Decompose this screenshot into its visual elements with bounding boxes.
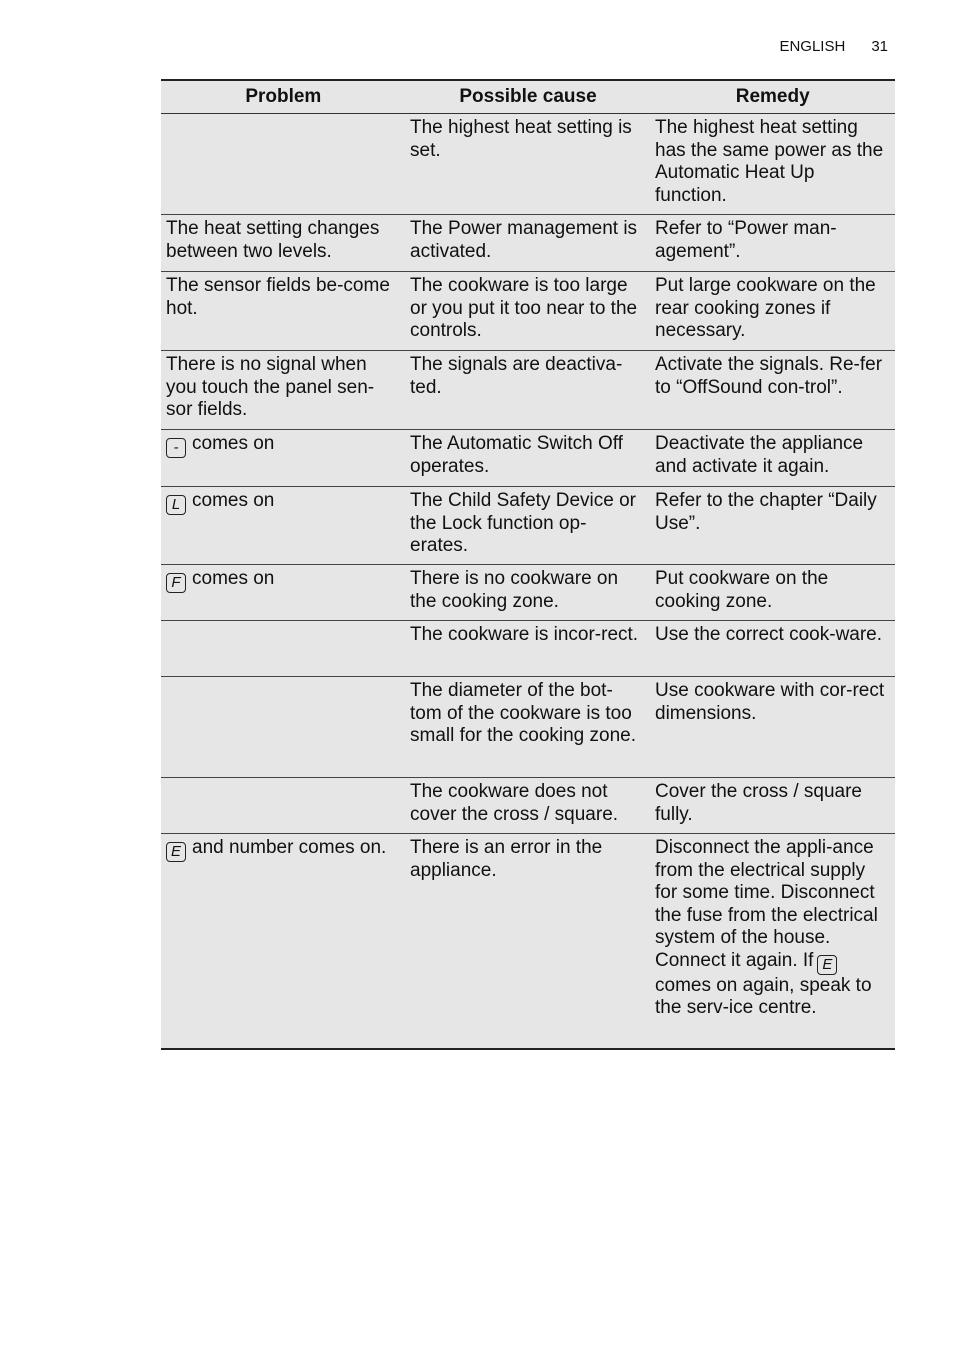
remedy-cell	[650, 834, 895, 1048]
problem-cell: The heat setting changes between two levels.	[166, 218, 380, 262]
cause-cell: The cookware is too large or you put it too near to the controls.	[410, 275, 638, 341]
problem-cell	[161, 430, 405, 486]
display-symbol-l-icon: L	[166, 495, 186, 515]
cause-cell: The Power management is activated.	[410, 218, 638, 262]
table-row	[161, 778, 895, 834]
remedy-cell: Use cookware with cor-rect dimensions.	[655, 680, 885, 724]
remedy-cell: Deactivate the appliance and activate it again.	[655, 433, 864, 477]
cause-cell: The diameter of the bot-tom of the cookware is too small for the cooking zone.	[410, 680, 637, 746]
remedy-cell: Refer to the chapter “Daily Use”.	[655, 490, 877, 534]
cause-cell: The Automatic Switch Off operates.	[410, 433, 623, 477]
display-symbol-f-icon: F	[166, 573, 186, 593]
table-row	[161, 487, 895, 565]
problem-cell	[161, 487, 405, 564]
problem-cell	[161, 114, 405, 214]
page-number: 31	[871, 38, 888, 55]
cause-cell: The cookware is incor-rect.	[410, 624, 639, 645]
problem-text: comes on	[192, 490, 275, 511]
remedy-cell: Use the correct cook-ware.	[655, 624, 883, 645]
display-symbol-e-icon: E	[817, 955, 837, 975]
problem-cell	[161, 621, 405, 676]
problem-cell: The sensor fields be-come hot.	[166, 275, 390, 319]
remedy-cell: Cover the cross / square fully.	[655, 781, 862, 825]
column-header-remedy: Remedy	[735, 86, 810, 107]
remedy-cell: The highest heat setting has the same power as the Automatic Heat Up function.	[655, 117, 884, 206]
column-header-cause: Possible cause	[459, 86, 597, 107]
table-row	[161, 215, 895, 272]
table-row	[161, 114, 895, 215]
table-row	[161, 351, 895, 430]
table-header	[161, 81, 895, 114]
problem-text: and number comes on.	[192, 837, 387, 858]
problem-cell	[161, 834, 405, 1048]
troubleshooting-table	[161, 79, 895, 1050]
problem-cell: There is no signal when you touch the panel sen-sor fields.	[166, 354, 375, 420]
table-row	[161, 430, 895, 487]
column-header-problem: Problem	[245, 86, 322, 107]
problem-text: comes on	[192, 568, 275, 589]
remedy-cell: Refer to “Power man-agement”.	[655, 218, 837, 262]
cause-cell: There is an error in the appliance.	[410, 837, 603, 881]
problem-text: comes on	[192, 433, 275, 454]
remedy-cell: Activate the signals. Re-fer to “OffSound con-trol”.	[655, 354, 883, 398]
table-row	[161, 834, 895, 1048]
cause-cell: The signals are deactiva-ted.	[410, 354, 623, 398]
table-row	[161, 677, 895, 778]
problem-cell	[161, 565, 405, 620]
cause-cell: The Child Safety Device or the Lock function op-erates.	[410, 490, 636, 556]
problem-cell	[161, 778, 405, 833]
table-row	[161, 272, 895, 351]
display-symbol-dash-icon: -	[166, 438, 186, 458]
page-header	[779, 38, 888, 55]
display-symbol-e-icon: E	[166, 842, 186, 862]
cause-cell: The cookware does not cover the cross / square.	[410, 781, 619, 825]
remedy-cell: Put cookware on the cooking zone.	[655, 568, 829, 612]
remedy-cell: Put large cookware on the rear cooking zones if necessary.	[655, 275, 876, 341]
table-row	[161, 621, 895, 677]
problem-cell	[161, 677, 405, 777]
remedy-text-part-2: comes on again, speak to the serv-ice centre.	[655, 974, 872, 1018]
cause-cell: The highest heat setting is set.	[410, 117, 632, 161]
remedy-text-part-1: Disconnect the appli-ance from the electrical supply for some time. Disconnect the fuse from the electrical system of the house. Connect it again. If	[655, 837, 878, 971]
language-label: ENGLISH	[779, 38, 846, 55]
cause-cell: There is no cookware on the cooking zone.	[410, 568, 619, 612]
table-row	[161, 565, 895, 621]
